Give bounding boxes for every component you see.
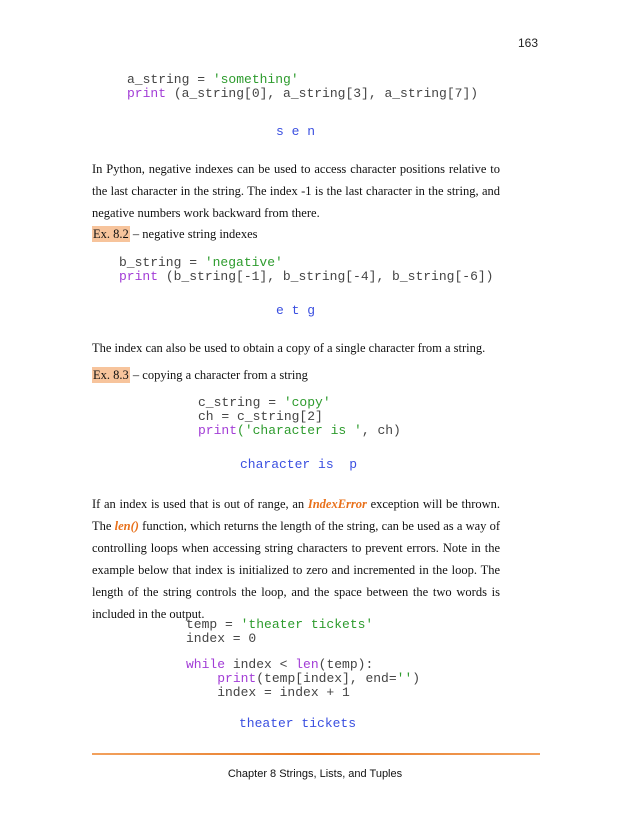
code-block-ex2 xyxy=(119,256,493,284)
code-text: index = index + 1 xyxy=(186,685,350,700)
code-string: ('character is ' xyxy=(237,423,362,438)
code-block-ex4-loop xyxy=(186,658,420,700)
code-block-ex1 xyxy=(127,73,478,101)
code-text: (temp): xyxy=(318,657,374,672)
example-heading-8-3 xyxy=(92,368,308,383)
example-label: Ex. 8.3 xyxy=(93,368,129,382)
footer-divider xyxy=(92,753,540,755)
code-string: 'copy' xyxy=(283,395,331,410)
page-footer: Chapter 8 Strings, Lists, and Tuples xyxy=(227,768,403,780)
code-text: , ch) xyxy=(361,423,401,438)
paragraph-copy-character: The index can also be used to obtain a copy of a single character from a string. xyxy=(92,341,486,355)
code-output-ex3: character is p xyxy=(240,457,358,472)
code-text: a_string = xyxy=(127,72,213,87)
code-string: 'theater tickets' xyxy=(240,617,374,632)
code-keyword: print xyxy=(198,423,238,438)
code-keyword: print xyxy=(119,269,159,284)
paragraph-text: function, which returns the length of the string, can be used as a way of controlling loops when accessing string characters to prevent errors. Note in the example below that index is initialized to zero and incremented in the loop. The length of the string controls the loop, and the space between the two words is included in the output. xyxy=(92,519,501,621)
example-title: – negative string indexes xyxy=(129,227,258,241)
code-text: index < xyxy=(225,657,296,672)
page-number: 163 xyxy=(518,36,539,50)
code-output-ex2: e t g xyxy=(276,303,316,318)
code-indent xyxy=(186,671,217,686)
term-len-function: len() xyxy=(114,519,139,533)
paragraph-negative-indexes: In Python, negative indexes can be used to access character positions relative to the last character in the string. The index -1 is the last character in the string, and negative numbers work backward from there. xyxy=(92,162,500,220)
code-output-ex4: theater tickets xyxy=(239,716,357,731)
code-text: (a_string[0], a_string[3], a_string[7]) xyxy=(166,86,479,101)
code-text: b_string = xyxy=(119,255,205,270)
code-text: (b_string[-1], b_string[-4], b_string[-6]) xyxy=(158,269,494,284)
code-string: 'something' xyxy=(212,72,299,87)
code-text: c_string = xyxy=(198,395,284,410)
code-keyword: print xyxy=(217,671,257,686)
code-block-ex4 xyxy=(186,618,373,646)
code-text: index = 0 xyxy=(186,631,257,646)
example-title: – copying a character from a string xyxy=(129,368,308,382)
paragraph-index-error xyxy=(92,493,500,625)
code-string: 'negative' xyxy=(204,255,283,270)
example-label: Ex. 8.2 xyxy=(93,227,129,241)
code-text: temp = xyxy=(186,617,241,632)
code-keyword: while xyxy=(186,657,226,672)
paragraph-text: exception will be thrown. The xyxy=(92,497,501,533)
code-keyword: len xyxy=(295,657,319,672)
term-index-error: IndexError xyxy=(307,497,367,511)
code-text: ch = c_string[2] xyxy=(198,409,323,424)
code-text: ) xyxy=(412,671,421,686)
paragraph-text: If an index is used that is out of range, an xyxy=(92,497,308,511)
code-block-ex3 xyxy=(198,396,401,438)
code-text: (temp[index], end= xyxy=(256,671,397,686)
example-heading-8-2 xyxy=(92,227,258,242)
code-string: '' xyxy=(396,671,413,686)
code-output-ex1: s e n xyxy=(276,124,316,139)
code-keyword: print xyxy=(127,86,167,101)
